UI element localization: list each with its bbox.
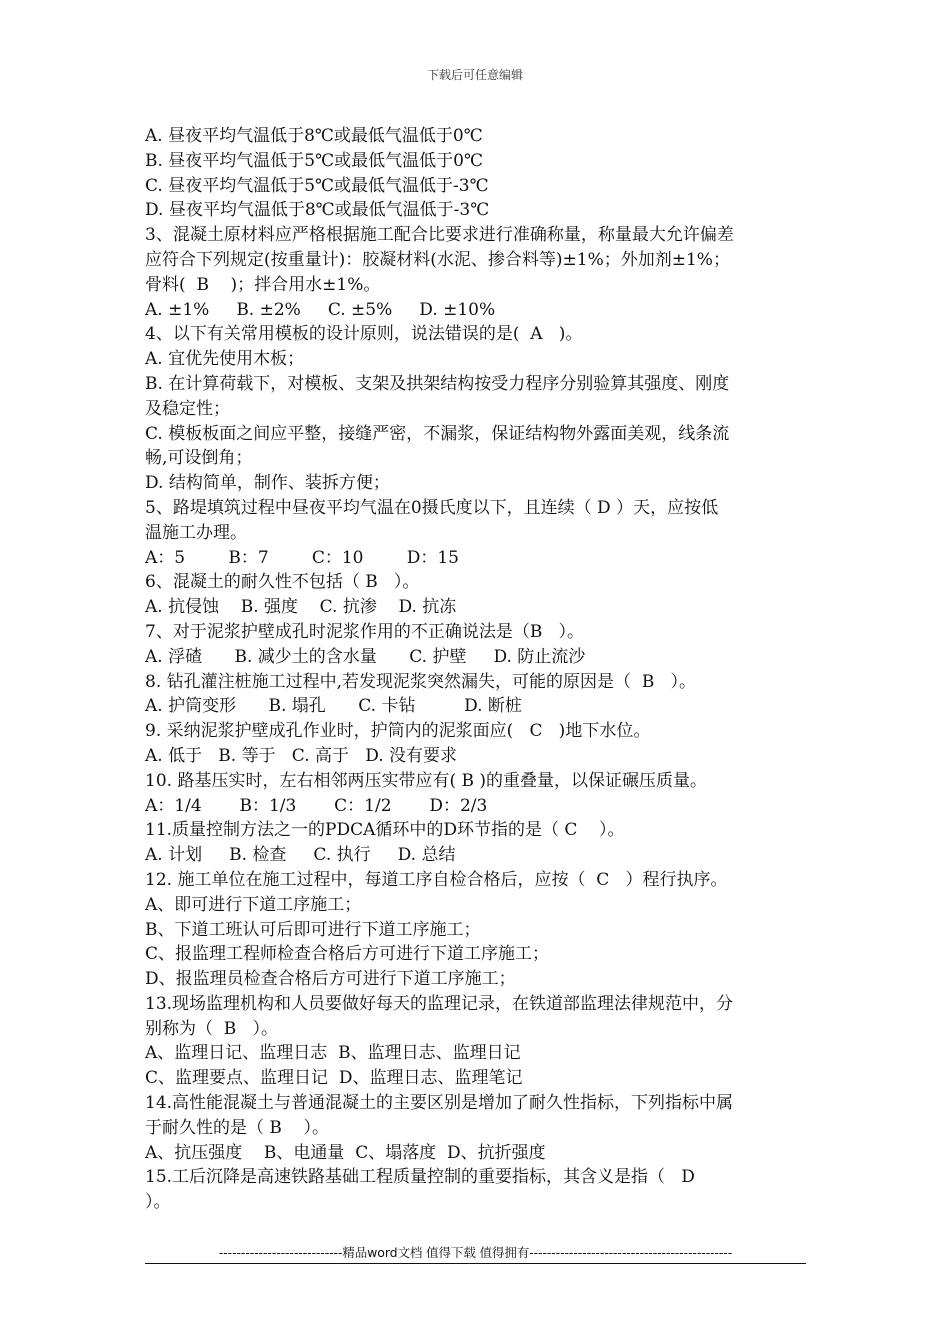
text-line: 骨料( B )；拌合用水±1%。 <box>145 274 381 295</box>
text-line: 14.高性能混凝土与普通混凝土的主要区别是增加了耐久性指标，下列指标中属 <box>145 1093 734 1114</box>
text-line: A：5 B：7 C：10 D：15 <box>145 547 459 568</box>
text-line: 别称为（ B ）。 <box>145 1018 279 1039</box>
text-line: C、报监理工程师检查合格后方可进行下道工序施工； <box>145 944 550 965</box>
text-line: A、抗压强度 B、电通量 C、塌落度 D、抗折强度 <box>145 1142 546 1163</box>
text-line: 7、对于泥浆护壁成孔时泥浆作用的不正确说法是（B ）。 <box>145 621 585 642</box>
text-line: 11.质量控制方法之一的PDCA循环中的D环节指的是（ C ）。 <box>145 820 625 841</box>
text-line: A. 宜优先使用木板； <box>145 349 305 370</box>
text-line: A. 抗侵蚀 B. 强度 C. 抗渗 D. 抗冻 <box>145 597 457 618</box>
text-line: A. 浮碴 B. 减少土的含水量 C. 护壁 D. 防止流沙 <box>145 646 586 667</box>
text-line: 温施工办理。 <box>145 522 247 543</box>
text-line: 13.现场监理机构和人员要做好每天的监理记录，在铁道部监理法律规范中，分 <box>145 993 734 1014</box>
text-line: 及稳定性； <box>145 398 230 419</box>
text-line: 3、混凝土原材料应严格根据施工配合比要求进行准确称量，称量最大允许偏差 <box>145 225 734 246</box>
page-footer: ----------------------------精品word文档 值得下载 值得拥有---------------------------------------------- <box>218 1245 733 1260</box>
text-line: 12. 施工单位在施工过程中，每道工序自检合格后，应按（ C ）程行执序。 <box>145 869 728 890</box>
text-line: A. 昼夜平均气温低于8℃或最低气温低于0℃ <box>145 126 483 146</box>
document-body <box>145 124 810 1215</box>
text-line: 畅,可设倒角； <box>145 448 253 469</box>
text-line: B、下道工班认可后即可进行下道工序施工； <box>145 919 481 940</box>
text-line: A：1/4 B：1/3 C：1/2 D：2/3 <box>145 795 488 816</box>
text-line: ）。 <box>145 1192 171 1213</box>
text-line: 5、路堤填筑过程中昼夜平均气温在0摄氏度以下，且连续（ D ）天，应按低 <box>145 497 719 518</box>
text-line: D、报监理员检查合格后方可进行下道工序施工； <box>145 969 516 990</box>
text-line: 15.工后沉降是高速铁路基础工程质量控制的重要指标，其含义是指（ D <box>145 1167 695 1188</box>
text-line: A. ±1% B. ±2% C. ±5% D. ±10% <box>145 299 496 320</box>
text-line: A、监理日记、监理日志 B、监理日志、监理日记 <box>145 1043 521 1064</box>
text-line: D. 结构简单，制作、装拆方便； <box>145 473 390 494</box>
text-line: 于耐久性的是（ B ）。 <box>145 1117 330 1138</box>
text-line: 应符合下列规定(按重量计)：胶凝材料(水泥、掺合料等)±1%；外加剂±1%； <box>145 249 730 270</box>
text-line: 9. 采纳泥浆护壁成孔作业时，护筒内的泥浆面应( C )地下水位。 <box>145 721 651 742</box>
text-line: D. 昼夜平均气温低于8℃或最低气温低于-3℃ <box>145 200 490 221</box>
text-line: C. 模板板面之间应平整，接缝严密，不漏浆，保证结构物外露面美观，线条流 <box>145 423 730 444</box>
page-header: 下载后可任意编辑 <box>426 68 523 82</box>
text-line: 10. 路基压实时，左右相邻两压实带应有( B )的重叠量，以保证碾压质量。 <box>145 770 708 791</box>
text-line: B. 在计算荷载下，对模板、支架及拱架结构按受力程序分别验算其强度、刚度 <box>145 373 730 394</box>
text-line: 6、混凝土的耐久性不包括（ B ）。 <box>145 572 420 593</box>
footer-rule <box>145 1263 806 1264</box>
text-line: B. 昼夜平均气温低于5℃或最低气温低于0℃ <box>145 150 483 171</box>
text-line: C. 昼夜平均气温低于5℃或最低气温低于-3℃ <box>145 175 489 196</box>
text-line: 8. 钻孔灌注桩施工过程中,若发现泥浆突然漏失，可能的原因是（ B ）。 <box>145 671 697 692</box>
text-line: A. 计划 B. 检查 C. 执行 D. 总结 <box>145 845 456 866</box>
text-line: A、即可进行下道工序施工； <box>145 894 362 915</box>
text-line: A. 护筒变形 B. 塌孔 C. 卡钻 D. 断桩 <box>145 696 522 717</box>
text-line: A. 低于 B. 等于 C. 高于 D. 没有要求 <box>145 745 458 766</box>
text-line: C、监理要点、监理日记 D、监理日志、监理笔记 <box>145 1068 523 1089</box>
text-line: 4、以下有关常用模板的设计原则，说法错误的是( A )。 <box>145 324 583 345</box>
